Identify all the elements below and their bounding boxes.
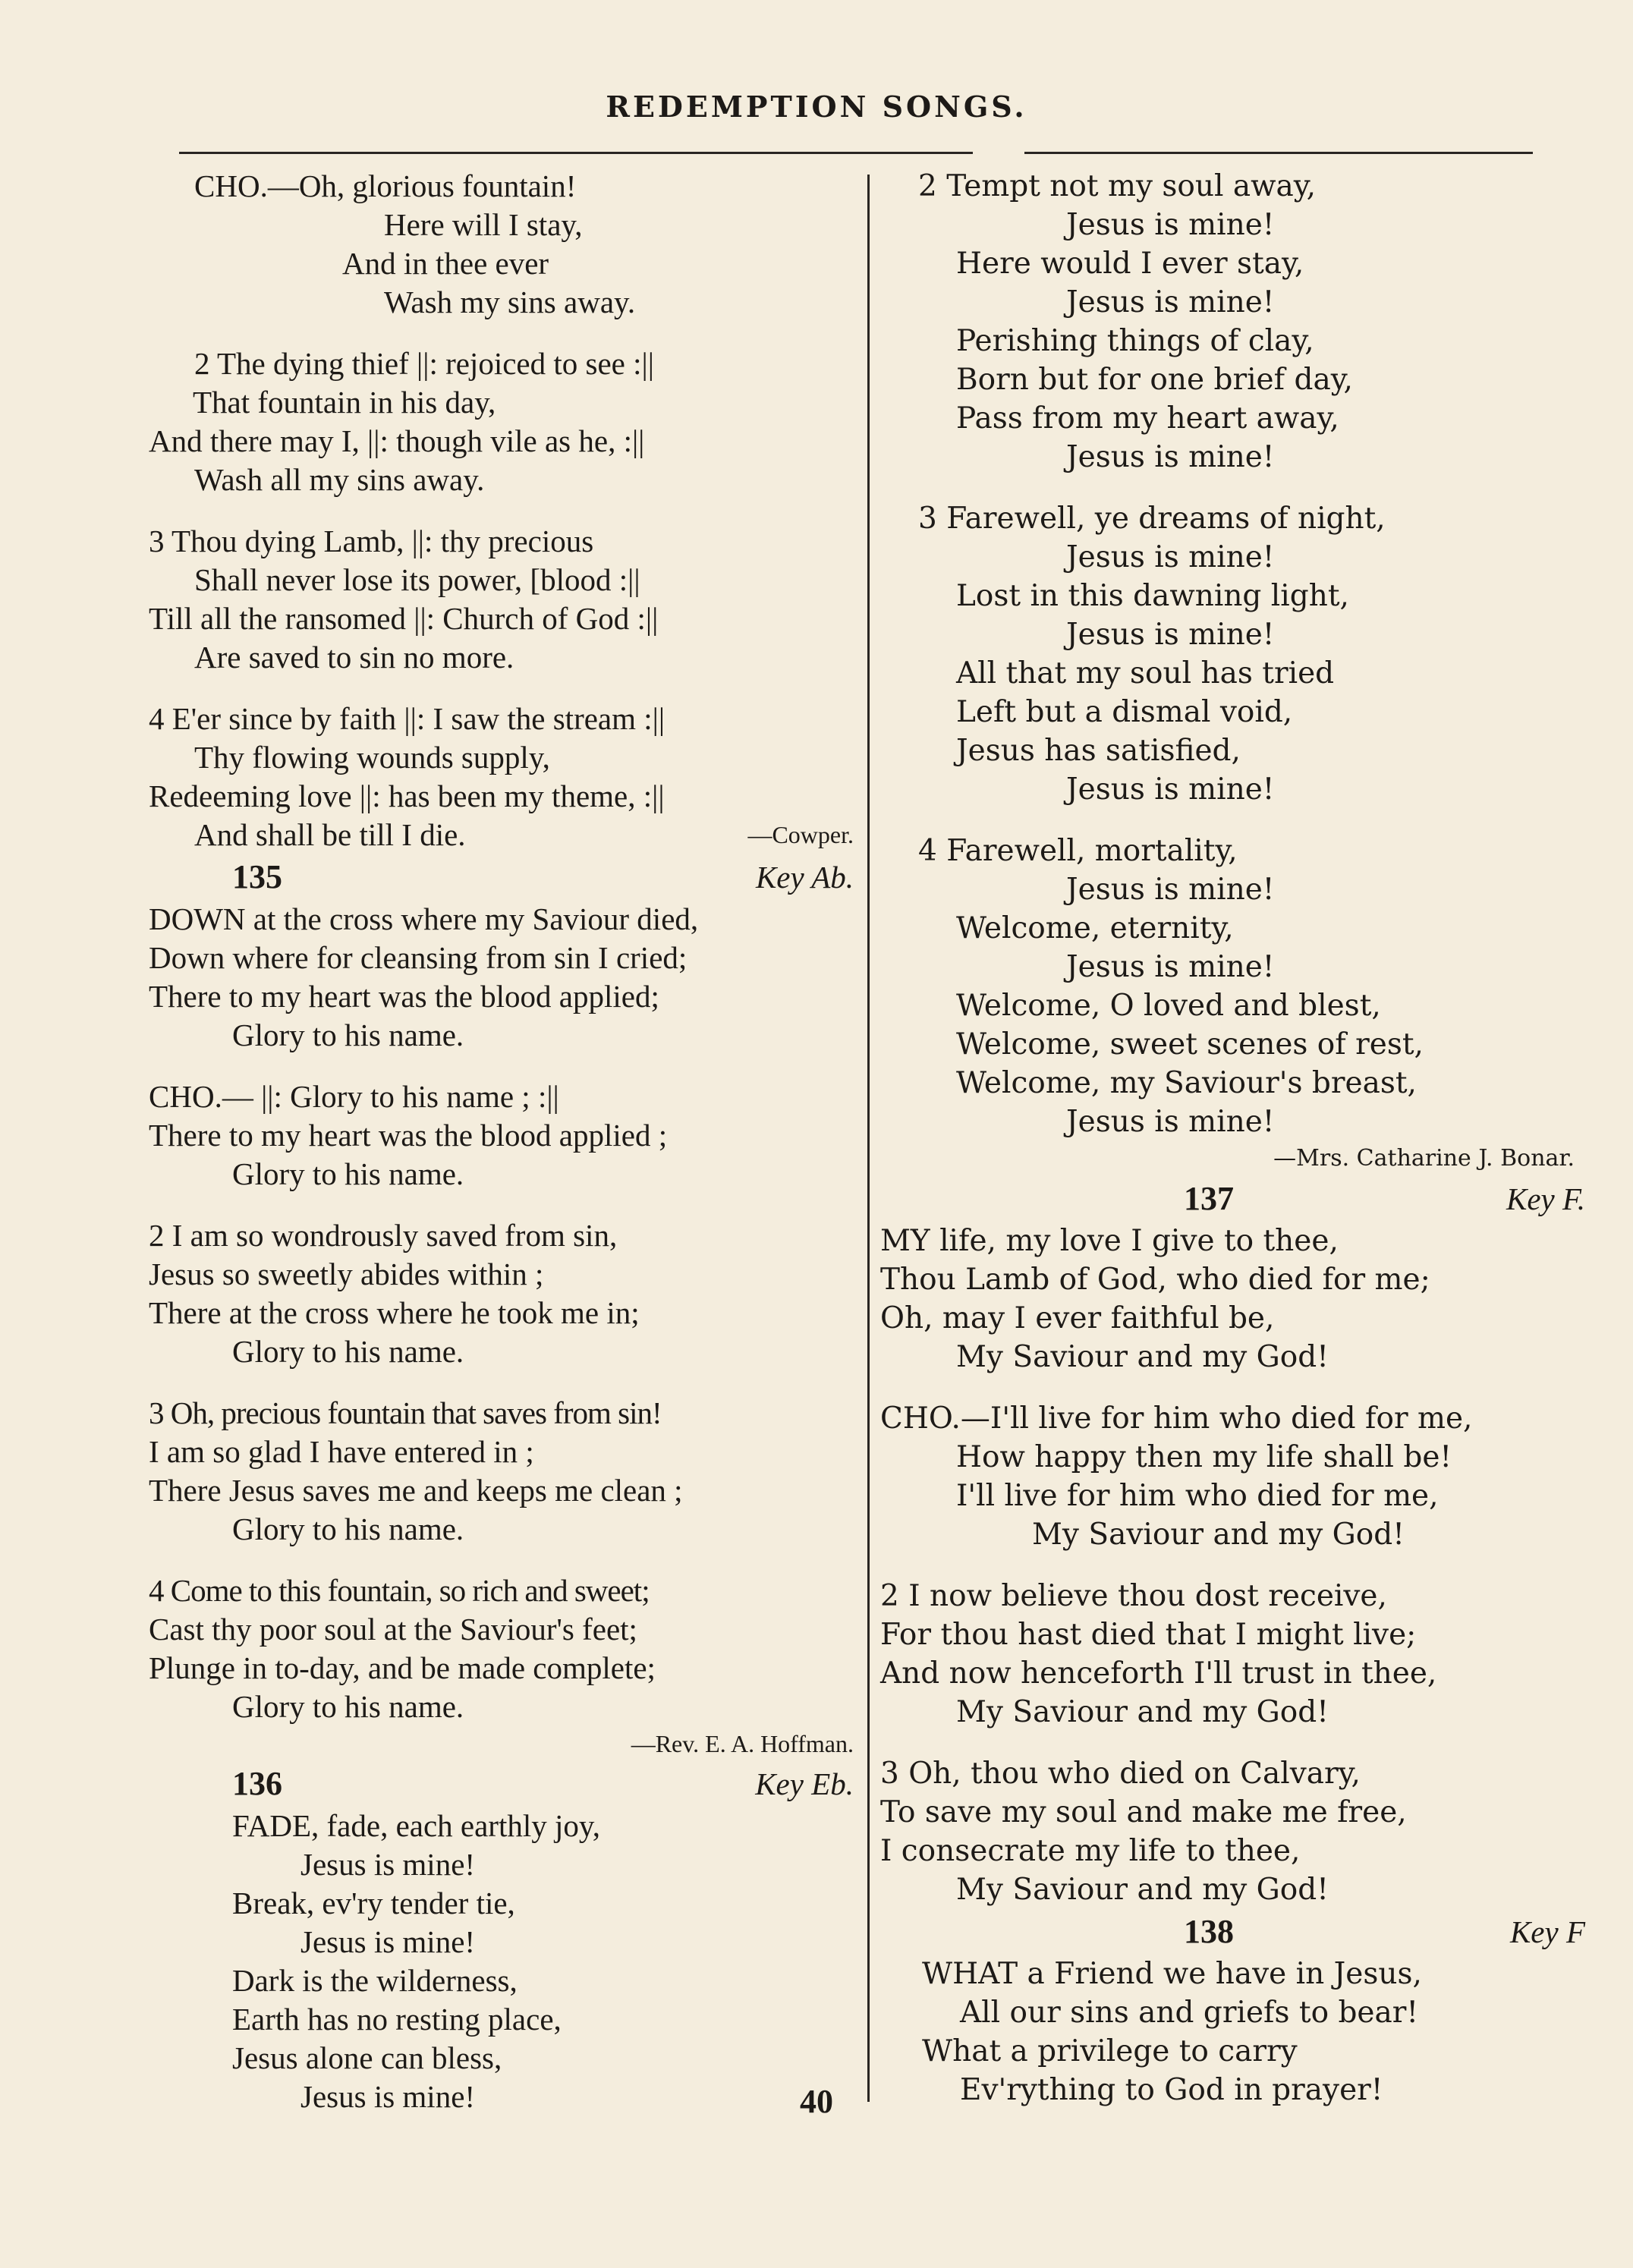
- hymn-number: 138: [1184, 1913, 1234, 1950]
- verse-line: That fountain in his day,: [193, 385, 496, 420]
- page-number: 40: [800, 2083, 833, 2120]
- verse-line: Lost in this dawning light,: [956, 579, 1349, 613]
- verse-line: Jesus is mine!: [300, 1847, 476, 1882]
- verse-line: My Saviour and my God!: [956, 1340, 1329, 1374]
- header-rule-left: [179, 152, 973, 154]
- hymn-number: 137: [1184, 1180, 1234, 1217]
- right-column: [880, 167, 1590, 2109]
- verse-line: Jesus is mine!: [1066, 950, 1275, 984]
- verse-line: And now henceforth I'll trust in thee,: [880, 1656, 1437, 1691]
- hymn-heading: [149, 854, 858, 900]
- column-divider: [867, 175, 870, 2102]
- verse-line: CHO.—Oh, glorious fountain!: [194, 168, 577, 203]
- hymn-heading: [880, 1909, 1590, 1955]
- verse-line: There to my heart was the blood applied ;: [149, 1118, 668, 1153]
- verse-line: 4 E'er since by faith ||: I saw the stream :||: [149, 701, 665, 736]
- running-header: REDEMPTION SONGS.: [606, 90, 1027, 124]
- verse-line: My Saviour and my God!: [956, 1695, 1329, 1729]
- hymn-key: Key F.: [1506, 1181, 1585, 1216]
- verse-line: Wash my sins away.: [384, 285, 636, 319]
- verse-line: Ev'rything to God in prayer!: [960, 2073, 1383, 2107]
- verse-line: CHO.— ||: Glory to his name ; :||: [149, 1079, 559, 1114]
- verse-line: My Saviour and my God!: [956, 1873, 1329, 1907]
- verse-line: Pass from my heart away,: [956, 401, 1339, 436]
- verse-line: Plunge in to-day, and be made complete;: [149, 1650, 656, 1685]
- verse-line: WHAT a Friend we have in Jesus,: [922, 1957, 1422, 1991]
- verse-line: 2 I am so wondrously saved from sin,: [149, 1218, 618, 1253]
- verse-line: Break, ev'ry tender tie,: [232, 1886, 515, 1920]
- verse-line: There Jesus saves me and keeps me clean ;: [149, 1473, 683, 1508]
- verse-line: Jesus is mine!: [300, 2079, 476, 2114]
- verse-line: DOWN at the cross where my Saviour died,: [149, 901, 699, 936]
- verse-line: Dark is the wilderness,: [232, 1963, 518, 1998]
- verse-line: And shall be till I die.: [194, 817, 466, 852]
- verse-line: How happy then my life shall be!: [956, 1440, 1452, 1474]
- verse-line: Here will I stay,: [384, 207, 583, 242]
- left-column: [149, 167, 858, 2116]
- verse-line: Welcome, eternity,: [956, 911, 1234, 945]
- hymn-number: 136: [232, 1765, 282, 1802]
- verse-line: For thou hast died that I might live;: [880, 1618, 1417, 1652]
- author-credit: —Cowper.: [747, 821, 854, 848]
- verse-line: Earth has no resting place,: [232, 2002, 562, 2037]
- header-rule-right: [1024, 152, 1533, 154]
- verse-line: 2 I now believe thou dost receive,: [880, 1579, 1387, 1613]
- verse-line: Jesus is mine!: [1066, 1105, 1275, 1139]
- verse-line: Glory to his name.: [232, 1334, 464, 1369]
- verse-line: MY life, my love I give to thee,: [880, 1224, 1339, 1258]
- verse-line: FADE, fade, each earthly joy,: [232, 1808, 600, 1843]
- verse-line: My Saviour and my God!: [1032, 1518, 1405, 1552]
- verse-line: Glory to his name.: [232, 1689, 464, 1724]
- verse-line: Jesus has satisfied,: [956, 734, 1241, 768]
- verse-line: All our sins and griefs to bear!: [960, 1996, 1419, 2030]
- verse-line: Down where for cleansing from sin I cried;: [149, 940, 687, 975]
- verse-line: Redeeming love ||: has been my theme, :||: [149, 779, 665, 813]
- author-credit: —Rev. E. A. Hoffman.: [631, 1730, 854, 1757]
- verse-line: And there may I, ||: though vile as he, :||: [149, 423, 645, 458]
- verse-line: Jesus is mine!: [1066, 618, 1275, 652]
- verse-line: 4 Farewell, mortality,: [918, 834, 1238, 868]
- verse-line: Here would I ever stay,: [956, 247, 1304, 281]
- verse-line: 4 Come to this fountain, so rich and sweet;: [149, 1573, 650, 1608]
- hymn-key: Key Eb.: [755, 1766, 854, 1801]
- verse-line: CHO.—I'll live for him who died for me,: [880, 1401, 1473, 1436]
- verse-line: Welcome, sweet scenes of rest,: [956, 1027, 1424, 1062]
- verse-line: I consecrate my life to thee,: [880, 1834, 1301, 1868]
- verse-line: I'll live for him who died for me,: [956, 1479, 1439, 1513]
- hymn-key: Key F: [1509, 1914, 1585, 1949]
- verse-line: Cast thy poor soul at the Saviour's feet;: [149, 1612, 637, 1647]
- verse-line: Perishing things of clay,: [956, 324, 1314, 358]
- verse-line: Jesus so sweetly abides within ;: [149, 1257, 544, 1291]
- verse-line: Jesus is mine!: [1066, 208, 1275, 242]
- verse-line: All that my soul has tried: [956, 656, 1335, 690]
- verse-line: Jesus is mine!: [1066, 772, 1275, 807]
- verse-line: 3 Oh, precious fountain that saves from sin!: [149, 1395, 662, 1430]
- verse-line: 3 Oh, thou who died on Calvary,: [880, 1757, 1361, 1791]
- verse-line: Shall never lose its power, [blood :||: [194, 562, 640, 597]
- verse-line: 3 Thou dying Lamb, ||: thy precious: [149, 524, 594, 558]
- verse-line: Left but a dismal void,: [956, 695, 1293, 729]
- hymn-number: 135: [232, 858, 282, 895]
- verse-line: 3 Farewell, ye dreams of night,: [918, 502, 1386, 536]
- hymn-key: Key Ab.: [755, 860, 854, 895]
- verse-line: 2 Tempt not my soul away,: [918, 169, 1316, 203]
- verse-line: To save my soul and make me free,: [880, 1795, 1407, 1829]
- hymn-heading: [149, 1761, 858, 1807]
- verse-line: Glory to his name.: [232, 1156, 464, 1191]
- verse-line: 2 The dying thief ||: rejoiced to see :||: [194, 346, 654, 381]
- verse-line: Born but for one brief day,: [956, 363, 1353, 397]
- verse-line: What a privilege to carry: [922, 2034, 1298, 2068]
- verse-line: There at the cross where he took me in;: [149, 1295, 640, 1330]
- verse-line: Jesus is mine!: [1066, 540, 1275, 574]
- verse-line: Jesus is mine!: [1066, 285, 1275, 319]
- verse-line: Oh, may I ever faithful be,: [880, 1301, 1275, 1335]
- verse-line: I am so glad I have entered in ;: [149, 1434, 534, 1469]
- verse-line: Glory to his name.: [232, 1511, 464, 1546]
- verse-line: Jesus is mine!: [1066, 440, 1275, 474]
- verse-line-with-author: [149, 816, 858, 854]
- verse-line: Jesus alone can bless,: [232, 2040, 502, 2075]
- verse-line: Jesus is mine!: [300, 1924, 476, 1959]
- verse-line: Thou Lamb of God, who died for me;: [880, 1263, 1430, 1297]
- verse-line: Welcome, O loved and blest,: [956, 989, 1381, 1023]
- verse-line: Jesus is mine!: [1066, 873, 1275, 907]
- verse-line: Thy flowing wounds supply,: [194, 740, 550, 775]
- verse-line: Welcome, my Saviour's breast,: [956, 1066, 1417, 1100]
- verse-line: Glory to his name.: [232, 1018, 464, 1052]
- verse-line: And in thee ever: [342, 246, 549, 281]
- hymn-heading: [880, 1176, 1590, 1222]
- author-credit: —Mrs. Catharine J. Bonar.: [1273, 1145, 1575, 1172]
- verse-line: There to my heart was the blood applied;: [149, 979, 659, 1014]
- verse-line: Wash all my sins away.: [194, 462, 485, 497]
- verse-line: Are saved to sin no more.: [194, 640, 514, 675]
- verse-line: Till all the ransomed ||: Church of God :||: [149, 601, 659, 636]
